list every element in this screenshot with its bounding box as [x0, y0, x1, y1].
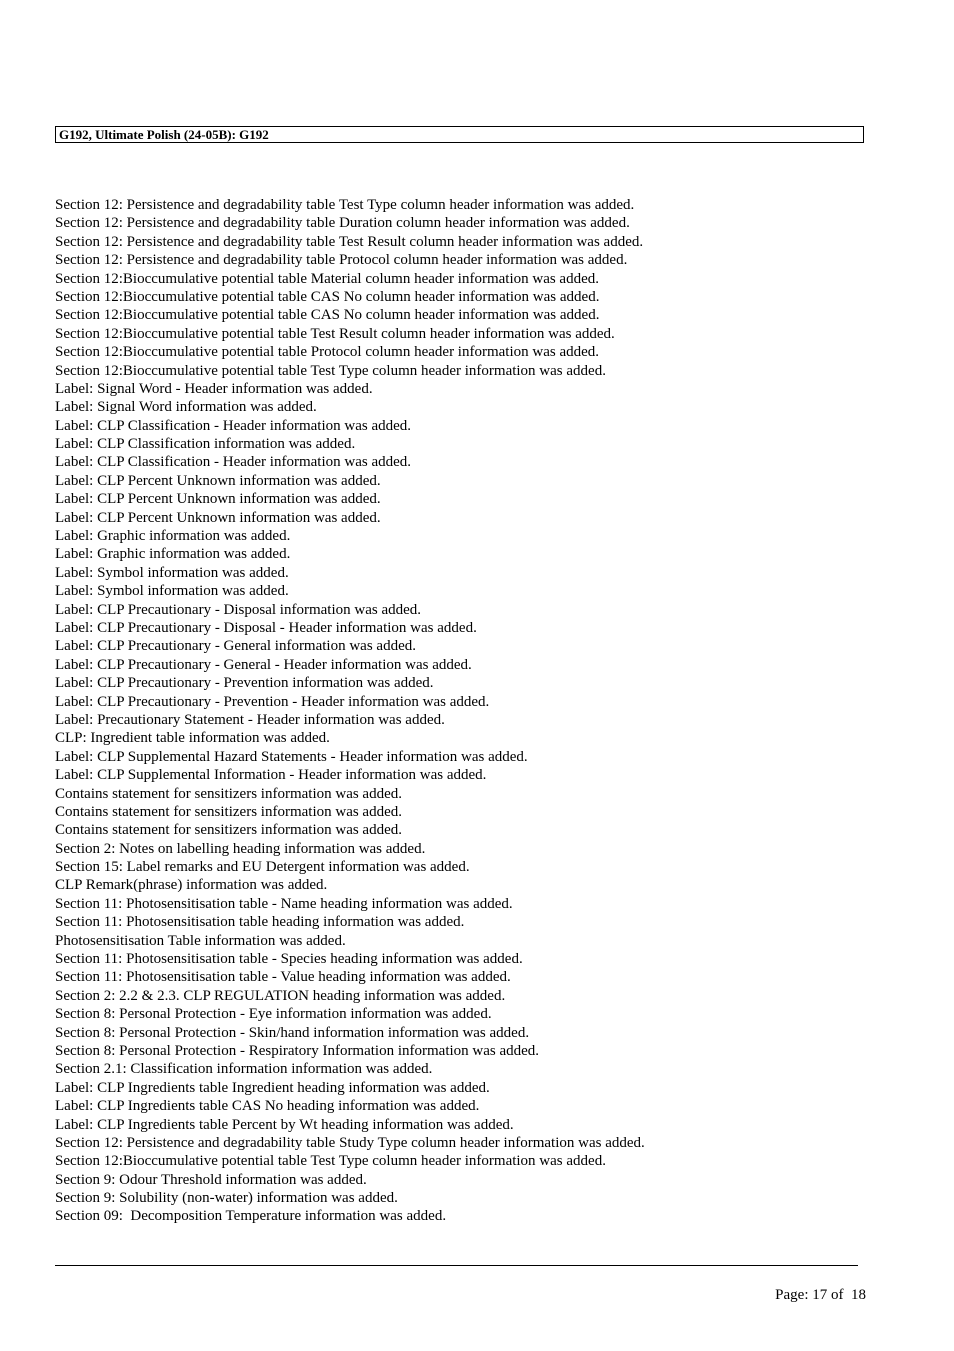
revision-change-item: Contains statement for sensitizers information was added.: [55, 822, 402, 839]
revision-change-item: Label: CLP Percent Unknown information was added.: [55, 491, 381, 508]
revision-change-item: CLP Remark(phrase) information was added.: [55, 877, 328, 894]
revision-change-item: Section 2: Notes on labelling heading information was added.: [55, 840, 426, 857]
revision-change-item: Label: CLP Precautionary - Disposal information was added.: [55, 601, 422, 618]
revision-change-item: Section 11: Photosensitisation table - Name heading information was added.: [55, 895, 513, 912]
revision-change-item: Label: CLP Percent Unknown information was added.: [55, 509, 381, 526]
revision-change-item: Section 12:Bioccumulative potential table Test Type column header information was added.: [55, 1153, 606, 1170]
revision-change-item: Label: CLP Classification - Header information was added.: [55, 417, 412, 434]
revision-change-item: Section 8: Personal Protection - Eye information information was added.: [55, 1006, 492, 1023]
revision-change-item: Section 12: Persistence and degradability table Study Type column header information was added.: [55, 1134, 645, 1151]
page-number: Page: 17 of 18: [775, 1287, 866, 1303]
revision-change-item: Label: CLP Classification - Header information was added.: [55, 454, 412, 471]
revision-change-item: Section 11: Photosensitisation table - Species heading information was added.: [55, 951, 523, 968]
revision-change-item: Label: Graphic information was added.: [55, 546, 291, 563]
revision-change-item: Section 12:Bioccumulative potential table Test Type column header information was added.: [55, 362, 606, 379]
revision-change-item: Label: CLP Ingredients table Ingredient heading information was added.: [55, 1079, 490, 1096]
revision-change-item: Contains statement for sensitizers information was added.: [55, 785, 402, 802]
revision-change-item: Label: Graphic information was added.: [55, 528, 291, 545]
document-header: [55, 126, 864, 143]
revision-change-item: Label: CLP Ingredients table CAS No heading information was added.: [55, 1098, 480, 1115]
revision-change-item: Section 9: Odour Threshold information was added.: [55, 1171, 367, 1188]
revision-change-item: Label: CLP Ingredients table Percent by Wt heading information was added.: [55, 1116, 514, 1133]
revision-change-item: Label: CLP Supplemental Information - Header information was added.: [55, 767, 487, 784]
footer-divider: [55, 1265, 858, 1266]
revision-change-item: Photosensitisation Table information was added.: [55, 932, 346, 949]
revision-change-item: Label: CLP Precautionary - General - Header information was added.: [55, 656, 472, 673]
revision-change-item: Section 12:Bioccumulative potential table Test Result column header information was added.: [55, 325, 615, 342]
revision-change-item: Label: CLP Precautionary - Disposal - Header information was added.: [55, 619, 477, 636]
revision-change-item: Section 2.1: Classification information information was added.: [55, 1061, 433, 1078]
revision-change-item: Label: CLP Precautionary - Prevention - Header information was added.: [55, 693, 490, 710]
revision-change-item: Contains statement for sensitizers information was added.: [55, 803, 402, 820]
revision-change-item: Label: Symbol information was added.: [55, 583, 289, 600]
revision-change-item: Label: Signal Word information was added.: [55, 399, 317, 416]
revision-change-item: Section 2: 2.2 & 2.3. CLP REGULATION heading information was added.: [55, 987, 506, 1004]
revision-change-item: Section 12: Persistence and degradability table Duration column header information was added.: [55, 215, 630, 232]
revision-change-item: Section 12:Bioccumulative potential table CAS No column header information was added.: [55, 288, 600, 305]
revision-change-item: CLP: Ingredient table information was added.: [55, 730, 330, 747]
revision-change-item: Label: Precautionary Statement - Header information was added.: [55, 711, 445, 728]
document-title: G192, Ultimate Polish (24-05B): G192: [59, 127, 269, 142]
revision-change-item: Label: CLP Supplemental Hazard Statements - Header information was added.: [55, 748, 528, 765]
revision-change-item: Label: CLP Precautionary - Prevention information was added.: [55, 675, 434, 692]
revision-change-item: Section 11: Photosensitisation table heading information was added.: [55, 914, 465, 931]
revision-changes-list: [55, 196, 875, 1226]
revision-change-item: Section 9: Solubility (non-water) information was added.: [55, 1190, 398, 1207]
revision-change-item: Section 15: Label remarks and EU Detergent information was added.: [55, 859, 470, 876]
revision-change-item: Section 12:Bioccumulative potential table Material column header information was added.: [55, 270, 599, 287]
revision-change-item: Section 11: Photosensitisation table - Value heading information was added.: [55, 969, 511, 986]
revision-change-item: Section 8: Personal Protection - Skin/hand information information was added.: [55, 1024, 530, 1041]
revision-change-item: Label: CLP Precautionary - General information was added.: [55, 638, 416, 655]
revision-change-item: Section 12: Persistence and degradability table Protocol column header information was added.: [55, 252, 628, 269]
revision-change-item: Section 12: Persistence and degradability table Test Result column header information was added.: [55, 233, 644, 250]
revision-change-item: Section 12:Bioccumulative potential table CAS No column header information was added.: [55, 307, 600, 324]
revision-change-item: Section 8: Personal Protection - Respiratory Information information was added.: [55, 1042, 540, 1059]
revision-change-item: Section 12: Persistence and degradability table Test Type column header information was added.: [55, 197, 635, 213]
revision-change-item: Label: Symbol information was added.: [55, 564, 289, 581]
revision-change-item: Section 09: Decomposition Temperature information was added.: [55, 1208, 447, 1225]
revision-change-item: Section 12:Bioccumulative potential table Protocol column header information was added.: [55, 344, 600, 361]
revision-change-item: Label: CLP Classification information was added.: [55, 436, 356, 453]
revision-change-item: Label: CLP Percent Unknown information was added.: [55, 472, 381, 489]
revision-change-item: Label: Signal Word - Header information was added.: [55, 380, 373, 397]
